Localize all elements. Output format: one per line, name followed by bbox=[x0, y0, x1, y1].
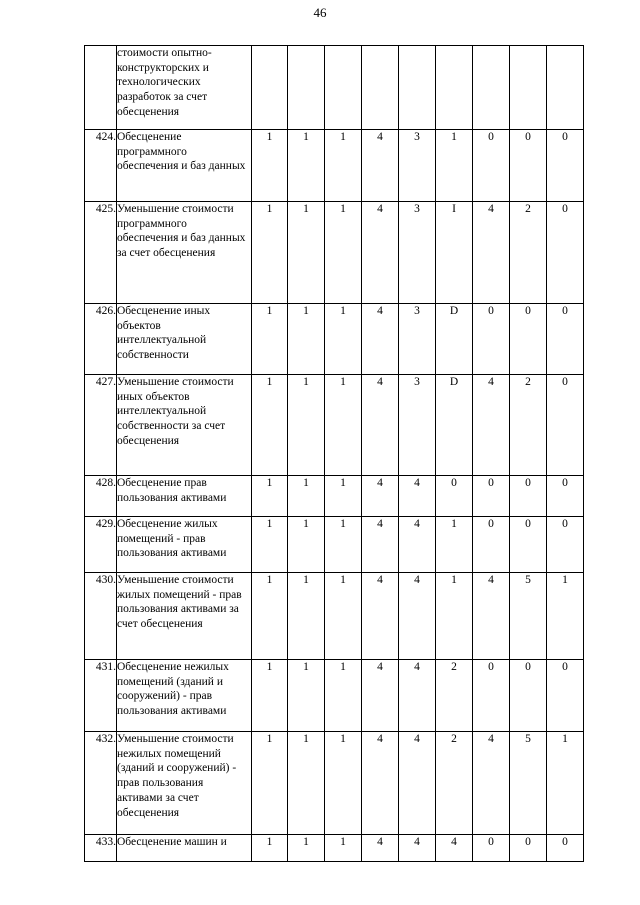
code-cell: 1 bbox=[547, 573, 584, 660]
code-cell: 1 bbox=[252, 835, 288, 862]
code-cell: 1 bbox=[252, 476, 288, 517]
code-cell bbox=[510, 46, 547, 130]
code-cell: 4 bbox=[473, 375, 510, 476]
code-cell: 2 bbox=[436, 660, 473, 732]
row-description: Обесценение машин и bbox=[117, 835, 252, 862]
code-cell: 0 bbox=[547, 202, 584, 304]
row-description: Уменьшение стоимости иных объектов интеллектуальной собственности за счет обесценения bbox=[117, 375, 252, 476]
code-cell: 4 bbox=[362, 573, 399, 660]
code-cell: 1 bbox=[325, 476, 362, 517]
code-cell: 1 bbox=[325, 660, 362, 732]
code-cell bbox=[288, 46, 325, 130]
row-description: Обесценение прав пользования активами bbox=[117, 476, 252, 517]
code-cell: 0 bbox=[473, 476, 510, 517]
code-cell bbox=[325, 46, 362, 130]
code-cell: 0 bbox=[473, 660, 510, 732]
code-cell: 0 bbox=[547, 517, 584, 573]
row-number: 425. bbox=[85, 202, 117, 304]
code-cell: 4 bbox=[362, 375, 399, 476]
code-cell: 0 bbox=[547, 304, 584, 375]
code-cell: 1 bbox=[288, 660, 325, 732]
row-number: 430. bbox=[85, 573, 117, 660]
code-cell: 1 bbox=[288, 130, 325, 202]
code-cell: 2 bbox=[510, 375, 547, 476]
code-cell: 0 bbox=[547, 660, 584, 732]
code-cell: 4 bbox=[436, 835, 473, 862]
code-cell: 0 bbox=[510, 476, 547, 517]
code-cell: 0 bbox=[473, 304, 510, 375]
row-number: 433. bbox=[85, 835, 117, 862]
code-cell: 1 bbox=[288, 202, 325, 304]
table-row bbox=[85, 202, 584, 304]
code-cell: 4 bbox=[362, 660, 399, 732]
row-description: Обесценение жилых помещений - прав пользования активами bbox=[117, 517, 252, 573]
row-number: 431. bbox=[85, 660, 117, 732]
code-cell: 0 bbox=[510, 517, 547, 573]
code-cell: 4 bbox=[362, 130, 399, 202]
code-cell: 4 bbox=[362, 304, 399, 375]
code-cell: 1 bbox=[436, 573, 473, 660]
code-cell: 4 bbox=[399, 835, 436, 862]
table-row bbox=[85, 660, 584, 732]
code-cell: 1 bbox=[325, 130, 362, 202]
code-cell: 1 bbox=[252, 517, 288, 573]
code-cell: 1 bbox=[288, 835, 325, 862]
code-cell: 4 bbox=[399, 732, 436, 835]
row-description: Обесценение нежилых помещений (зданий и сооружений) - прав пользования активами bbox=[117, 660, 252, 732]
code-cell: 1 bbox=[325, 517, 362, 573]
code-cell: 5 bbox=[510, 732, 547, 835]
table-row bbox=[85, 732, 584, 835]
code-cell: 2 bbox=[436, 732, 473, 835]
row-description: Обесценение иных объектов интеллектуальной собственности bbox=[117, 304, 252, 375]
code-cell: 5 bbox=[510, 573, 547, 660]
table-row bbox=[85, 304, 584, 375]
code-cell: 4 bbox=[399, 517, 436, 573]
code-cell: 1 bbox=[325, 202, 362, 304]
code-cell: 0 bbox=[547, 130, 584, 202]
row-number: 426. bbox=[85, 304, 117, 375]
code-cell: 3 bbox=[399, 130, 436, 202]
code-cell: 1 bbox=[288, 375, 325, 476]
page-number: 46 bbox=[313, 5, 327, 20]
row-description: Уменьшение стоимости жилых помещений - прав пользования активами за счет обесценения bbox=[117, 573, 252, 660]
table-row bbox=[85, 573, 584, 660]
row-description: Уменьшение стоимости нежилых помещений (зданий и сооружений) - прав пользования активами за счет обесценения bbox=[117, 732, 252, 835]
code-cell: 4 bbox=[362, 732, 399, 835]
row-number bbox=[85, 46, 117, 130]
code-cell: 1 bbox=[325, 304, 362, 375]
row-number: 432. bbox=[85, 732, 117, 835]
code-cell: 0 bbox=[510, 660, 547, 732]
code-cell: D bbox=[436, 375, 473, 476]
code-cell: 1 bbox=[252, 375, 288, 476]
table-body bbox=[85, 46, 584, 862]
code-cell: 4 bbox=[399, 573, 436, 660]
table-row bbox=[85, 46, 584, 130]
code-cell: 0 bbox=[510, 835, 547, 862]
code-cell: 1 bbox=[252, 130, 288, 202]
table-row bbox=[85, 835, 584, 862]
table-row bbox=[85, 517, 584, 573]
code-cell: 4 bbox=[362, 476, 399, 517]
code-cell: 3 bbox=[399, 202, 436, 304]
code-cell bbox=[399, 46, 436, 130]
code-cell: 1 bbox=[288, 573, 325, 660]
code-cell: 0 bbox=[473, 130, 510, 202]
code-cell bbox=[436, 46, 473, 130]
code-cell: 1 bbox=[252, 304, 288, 375]
code-cell: 1 bbox=[547, 732, 584, 835]
table-row bbox=[85, 375, 584, 476]
code-cell bbox=[547, 46, 584, 130]
code-cell: 2 bbox=[510, 202, 547, 304]
code-cell: 4 bbox=[473, 732, 510, 835]
code-cell: 1 bbox=[436, 517, 473, 573]
row-number: 428. bbox=[85, 476, 117, 517]
code-cell: 1 bbox=[325, 732, 362, 835]
code-cell: 0 bbox=[473, 835, 510, 862]
code-cell: 0 bbox=[473, 517, 510, 573]
code-cell: 3 bbox=[399, 375, 436, 476]
code-cell: 1 bbox=[288, 476, 325, 517]
code-cell: 4 bbox=[362, 202, 399, 304]
code-cell: 0 bbox=[510, 304, 547, 375]
code-cell bbox=[252, 46, 288, 130]
row-number: 424. bbox=[85, 130, 117, 202]
code-cell: 0 bbox=[510, 130, 547, 202]
row-description: стоимости опытно-конструкторских и технологических разработок за счет обесценения bbox=[117, 46, 252, 130]
code-cell: 1 bbox=[325, 375, 362, 476]
row-description: Уменьшение стоимости программного обеспечения и баз данных за счет обесценения bbox=[117, 202, 252, 304]
account-codes-table bbox=[84, 45, 584, 862]
code-cell: 1 bbox=[325, 573, 362, 660]
code-cell: 4 bbox=[362, 517, 399, 573]
code-cell: 0 bbox=[547, 476, 584, 517]
table-row bbox=[85, 476, 584, 517]
code-cell bbox=[473, 46, 510, 130]
code-cell: I bbox=[436, 202, 473, 304]
code-cell: 1 bbox=[288, 732, 325, 835]
code-cell: 1 bbox=[252, 573, 288, 660]
row-number: 427. bbox=[85, 375, 117, 476]
code-cell: 0 bbox=[547, 375, 584, 476]
table-row bbox=[85, 130, 584, 202]
code-cell: 4 bbox=[399, 476, 436, 517]
row-number: 429. bbox=[85, 517, 117, 573]
code-cell: 4 bbox=[362, 835, 399, 862]
code-cell: D bbox=[436, 304, 473, 375]
code-cell bbox=[362, 46, 399, 130]
code-cell: 3 bbox=[399, 304, 436, 375]
code-cell: 1 bbox=[252, 732, 288, 835]
code-cell: 1 bbox=[325, 835, 362, 862]
code-cell: 4 bbox=[473, 202, 510, 304]
code-cell: 4 bbox=[399, 660, 436, 732]
code-cell: 1 bbox=[252, 202, 288, 304]
code-cell: 1 bbox=[436, 130, 473, 202]
code-cell: 1 bbox=[252, 660, 288, 732]
code-cell: 1 bbox=[288, 304, 325, 375]
code-cell: 1 bbox=[288, 517, 325, 573]
code-cell: 0 bbox=[547, 835, 584, 862]
row-description: Обесценение программного обеспечения и баз данных bbox=[117, 130, 252, 202]
code-cell: 0 bbox=[436, 476, 473, 517]
code-cell: 4 bbox=[473, 573, 510, 660]
